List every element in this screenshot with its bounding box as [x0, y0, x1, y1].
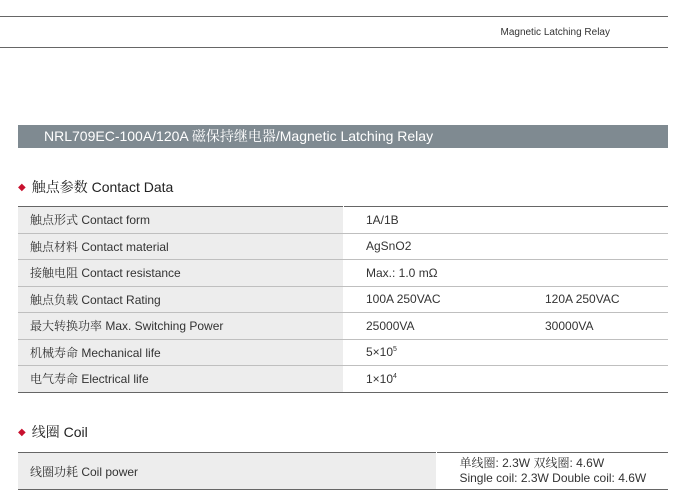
row-value: $5\times 10^5$: [344, 339, 669, 366]
row-value: $1\times 10^4$: [344, 366, 669, 393]
table-row: [18, 453, 668, 490]
row-value-2: [523, 207, 668, 234]
row-value: Max.: 1.0 mΩ: [344, 260, 524, 287]
row-value-2: 120A 250VAC: [523, 286, 668, 313]
coil-value-line-cn: 单线圈: 2.3W 双线圈: 4.6W: [459, 456, 605, 470]
table-row: [18, 207, 668, 234]
contact-data-table: [18, 206, 668, 393]
row-label: 线圈功耗 Coil power: [18, 453, 437, 490]
row-value: 1A/1B: [344, 207, 524, 234]
coil-section-title: ◆ 线圈 Coil: [18, 424, 88, 440]
diamond-bullet-icon: ◆: [18, 182, 26, 193]
row-value-2: [523, 260, 668, 287]
coil-value-line-en: Single coil: 2.3W Double coil: 4.6W: [459, 471, 647, 485]
product-banner: [18, 125, 668, 148]
row-value: 100A 250VAC: [344, 286, 524, 313]
row-label: 触点形式 Contact form: [18, 207, 344, 234]
row-label: 电气寿命 Electrical life: [18, 366, 344, 393]
contact-section-title: ◆ 触点参数 Contact Data: [18, 179, 174, 195]
row-label: 触点负载 Contact Rating: [18, 286, 344, 313]
row-label: 接触电阻 Contact resistance: [18, 260, 344, 287]
table-row: [18, 366, 668, 393]
table-row: [18, 286, 668, 313]
row-label: 最大转换功率 Max. Switching Power: [18, 313, 344, 340]
header-label: Magnetic Latching Relay: [500, 27, 610, 38]
coil-data-table: [18, 452, 668, 490]
table-row: [18, 233, 668, 260]
row-value: AgSnO2: [344, 233, 524, 260]
table-row: [18, 260, 668, 287]
row-value-2: 30000VA: [523, 313, 668, 340]
table-row: [18, 339, 668, 366]
table-row: [18, 313, 668, 340]
row-label: 触点材料 Contact material: [18, 233, 344, 260]
row-label: 机械寿命 Mechanical life: [18, 339, 344, 366]
product-title: NRL709EC-100A/120A 磁保持继电器/Magnetic Latching Relay: [44, 128, 434, 144]
row-value-2: [523, 233, 668, 260]
diamond-bullet-icon: ◆: [18, 427, 26, 438]
row-value: [437, 453, 668, 490]
top-rule: [0, 16, 668, 17]
header-rule: [0, 47, 668, 48]
row-value: 25000VA: [344, 313, 524, 340]
